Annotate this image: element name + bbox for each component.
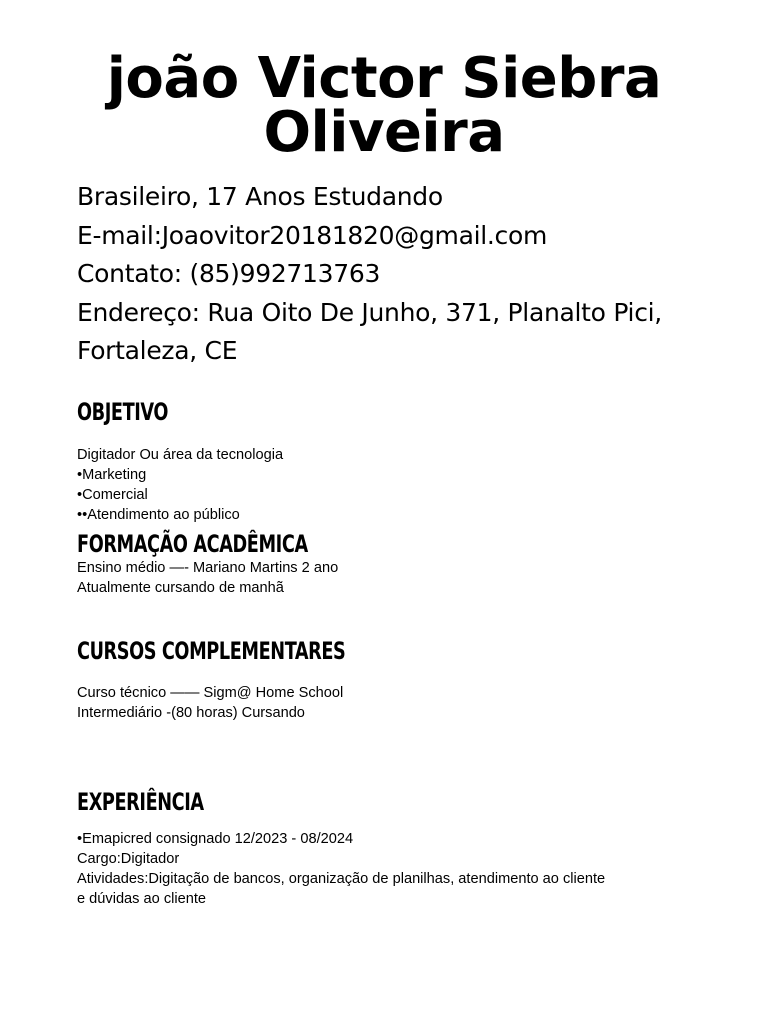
list-item: •Comercial <box>77 487 148 503</box>
list-item: Intermediário -(80 horas) Cursando <box>77 705 305 721</box>
address-line: Endereço: Rua Oito De Junho, 371, Planalto Pici, Fortaleza, CE <box>77 297 662 365</box>
email-line: E-mail:Joaovitor20181820@gmail.com <box>77 220 548 250</box>
list-item: •Emapicred consignado 12/2023 - 08/2024 <box>77 831 354 847</box>
list-item: Atividades:Digitação de bancos, organização de planilhas, atendimento ao cliente <box>77 871 606 887</box>
list-item: Cargo:Digitador <box>77 851 180 867</box>
list-item: Curso técnico —— Sigm@ Home School <box>77 685 344 701</box>
personal-intro: Brasileiro, 17 Anos Estudando <box>77 182 443 211</box>
list-item: e dúvidas ao cliente <box>77 891 206 907</box>
list-item: •Marketing <box>77 467 147 483</box>
list-item: Atualmente cursando de manhã <box>77 580 284 596</box>
education-section <box>77 558 697 598</box>
education-heading: FORMAÇÃO ACADÊMICA <box>77 530 308 558</box>
phone-line: Contato: (85)992713763 <box>77 259 381 288</box>
objective-section <box>77 445 697 525</box>
name-line-1: joão Victor Siebra <box>106 46 662 111</box>
experience-heading: EXPERIÊNCIA <box>77 788 204 816</box>
courses-heading: CURSOS COMPLEMENTARES <box>77 637 346 665</box>
name-line-2: Oliveira <box>263 100 505 165</box>
resume-name <box>0 46 768 165</box>
list-item: ••Atendimento ao público <box>77 507 240 523</box>
objective-heading: OBJETIVO <box>77 398 169 426</box>
list-item: Ensino médio —- Mariano Martins 2 ano <box>77 560 339 576</box>
experience-section <box>77 829 697 909</box>
list-item: Digitador Ou área da tecnologia <box>77 447 284 463</box>
contact-info <box>77 178 717 371</box>
courses-section <box>77 683 697 723</box>
